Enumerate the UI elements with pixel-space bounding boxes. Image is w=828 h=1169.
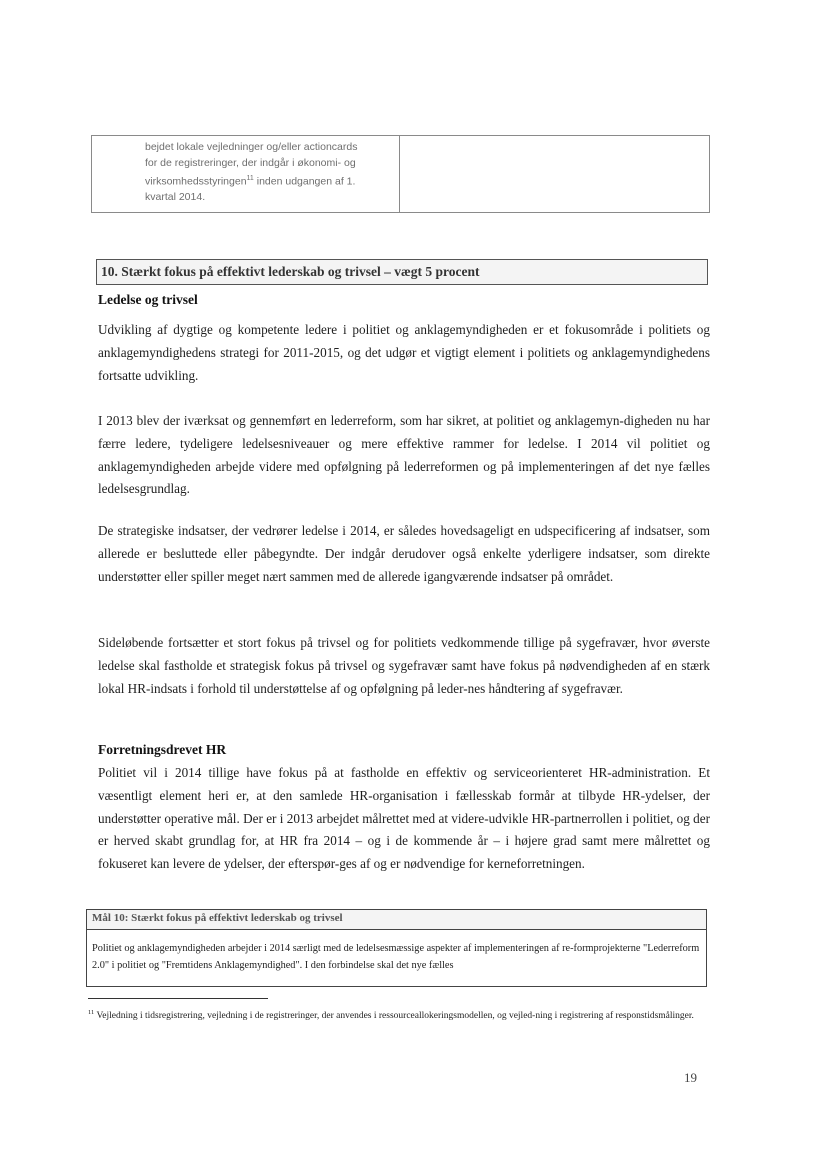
- footnote-text: Vejledning i tidsregistrering, vejledning i de registreringer, der anvendes i ressourceallokeringsmodellen, og vejled-ning i registrering af responstidsmålinger.: [94, 1011, 694, 1022]
- paragraph: Sideløbende fortsætter et stort fokus på trivsel og for politiets vedkommende tillige på sygefravær, hvor øverste ledelse skal fastholde et strategisk fokus på trivsel og sygefravær samt have fokus på nødvendigheden af en stærk lokal HR-indsats i forhold til understøttelse af og opfølgning på leder-nes håndtering af sygefravær.: [98, 635, 710, 696]
- table-line: bejdet lokale vejledninger og/eller actioncards: [145, 141, 358, 153]
- paragraph: Udvikling af dygtige og kompetente ledere i politiet og anklagemyndigheden er et fokusområde i politiets og anklagemyndighedens strategi for 2011-2015, og det udgør et vigtigt element i politiets og anklagemyndighedens fortsatte udvikling.: [98, 322, 710, 383]
- footnote: [88, 1006, 700, 1023]
- table-cell-right: [400, 136, 709, 212]
- table-line: kvartal 2014.: [145, 191, 206, 203]
- footnote-ref: 11: [246, 175, 254, 182]
- goal-box: [86, 909, 707, 987]
- sub-heading-ledelse: Ledelse og trivsel: [98, 292, 198, 307]
- paragraph: I 2013 blev der iværksat og gennemført en lederreform, som har sikret, at politiet og anklagemyn-digheden nu har færre ledere, tydeligere ledelsesniveauer og mere effektive rammer for ledelse. I 2014 vil politiet og anklagemyndigheden arbejde videre med opfølgning på lederreformen og på implementeringen af det nye fælles ledelsesgrundlag.: [98, 413, 710, 497]
- footnote-number: 11: [88, 1009, 95, 1016]
- section-title: 10. Stærkt fokus på effektivt lederskab og trivsel – vægt 5 procent: [101, 264, 480, 279]
- page-number: 19: [684, 1070, 697, 1085]
- table-line-text: inden udgangen af 1.: [253, 175, 356, 188]
- goal-text: Politiet og anklagemyndigheden arbejder i 2014 særligt med de ledelsesmæssige aspekter af implementeringen af re-formprojekterne "Lederreform 2.0" i politiet og "Fremtidens Anklagemyndighed". I den forbindelse skal det nye fælles: [92, 943, 700, 971]
- table-line: for de registreringer, der indgår i økonomi- og: [145, 156, 356, 169]
- continuation-table: [91, 135, 710, 213]
- table-line: [145, 171, 399, 190]
- table-cell-left: [92, 136, 400, 212]
- goal-title: Mål 10: Stærkt fokus på effektivt lederskab og trivsel: [87, 910, 706, 930]
- footnote-divider: [88, 998, 268, 999]
- paragraph-hr: Politiet vil i 2014 tillige have fokus på at fastholde en effektiv og serviceorienteret HR-administration. Et væsentligt element heri er, at den samlede HR-organisation i fællesskab formår at tilbyde HR-ydelser, der understøtter operative mål. Der er i 2013 arbejdet målrettet med at videre-udvikle HR-partnerrollen i politiet, og der er herved skabt grundlag for, at HR fra 2014 – og i de kommende år – i højere grad samt mere målrettet og fokuseret kan levere de ydelser, der efterspør-ges af og er nødvendige for kerneforretningen.: [98, 765, 710, 872]
- sub-heading-hr: Forretningsdrevet HR: [98, 742, 227, 757]
- paragraph: De strategiske indsatser, der vedrører ledelse i 2014, er således hovedsageligt en udspecificering af indsatser, som allerede er besluttede eller påbegyndte. Der indgår derudover også enkelte yderligere indsatser, som direkte understøtter eller spiller meget nært sammen med de allerede igangværende indsatser på området.: [98, 523, 710, 584]
- section-header: [96, 259, 708, 285]
- table-line-text: virksomhedsstyringen: [145, 175, 247, 188]
